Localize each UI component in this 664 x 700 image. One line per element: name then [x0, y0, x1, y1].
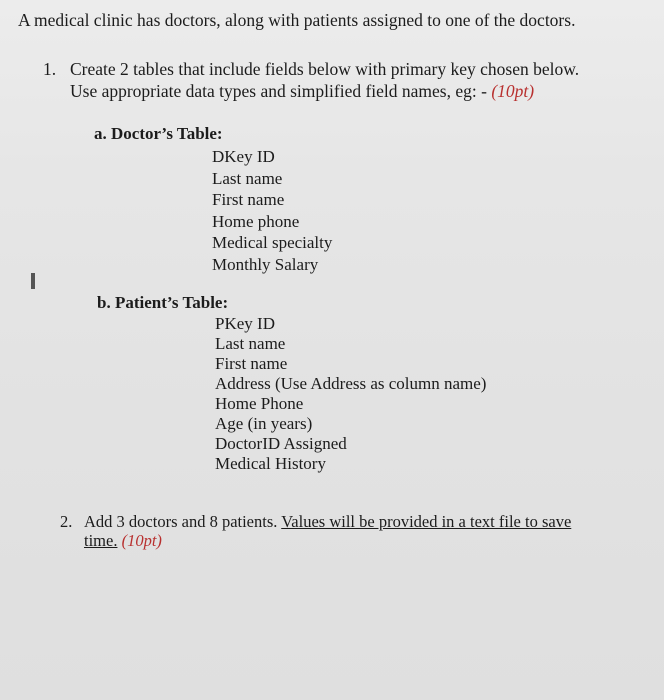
- patient-field: Medical History: [215, 454, 326, 473]
- patient-field: Last name: [215, 334, 286, 353]
- patient-field: PKey ID: [215, 314, 275, 333]
- doctor-field-list: [212, 146, 332, 275]
- question-2-points: (10pt): [121, 531, 162, 550]
- doctor-field: Home phone: [212, 211, 300, 231]
- question-1-line-1: [43, 58, 579, 80]
- question-1: [43, 58, 579, 102]
- doctor-field: DKey ID: [212, 147, 275, 166]
- patient-field: Home Phone: [215, 394, 304, 413]
- patient-field: Age (in years): [215, 414, 313, 433]
- question-2-underlined-text-2: time.: [84, 531, 118, 550]
- patient-table-heading: b. Patient’s Table:: [97, 293, 229, 312]
- intro-text: A medical clinic has doctors, along with patients assigned to one of the doctors.: [18, 10, 576, 30]
- patient-field-list: [215, 314, 486, 474]
- doctor-table-heading: a. Doctor’s Table:: [94, 124, 223, 143]
- question-2-text: Add 3 doctors and 8 patients.: [84, 512, 278, 531]
- patient-field: First name: [215, 354, 288, 373]
- doctor-field: Last name: [212, 168, 283, 188]
- question-2-line-1: [60, 512, 571, 531]
- question-2-line-2: [60, 531, 571, 550]
- text-cursor-mark: [31, 273, 35, 289]
- question-2: [60, 512, 571, 550]
- patient-field: DoctorID Assigned: [215, 434, 347, 453]
- question-1-number: 1.: [43, 59, 57, 79]
- doctor-field: Medical specialty: [212, 233, 333, 252]
- question-1-text-2: Use appropriate data types and simplified field names, eg: -: [70, 81, 487, 101]
- question-1-line-2: [43, 80, 579, 102]
- question-2-underlined-text: Values will be provided in a text file to save: [281, 512, 572, 531]
- doctor-field: First name: [212, 190, 285, 209]
- doctor-field: Monthly Salary: [212, 254, 319, 274]
- question-2-number: 2.: [60, 512, 73, 531]
- question-1-text: Create 2 tables that include fields below with primary key chosen below.: [70, 59, 580, 79]
- question-1-points: (10pt): [491, 81, 535, 101]
- patient-field: Address (Use Address as column name): [215, 374, 487, 393]
